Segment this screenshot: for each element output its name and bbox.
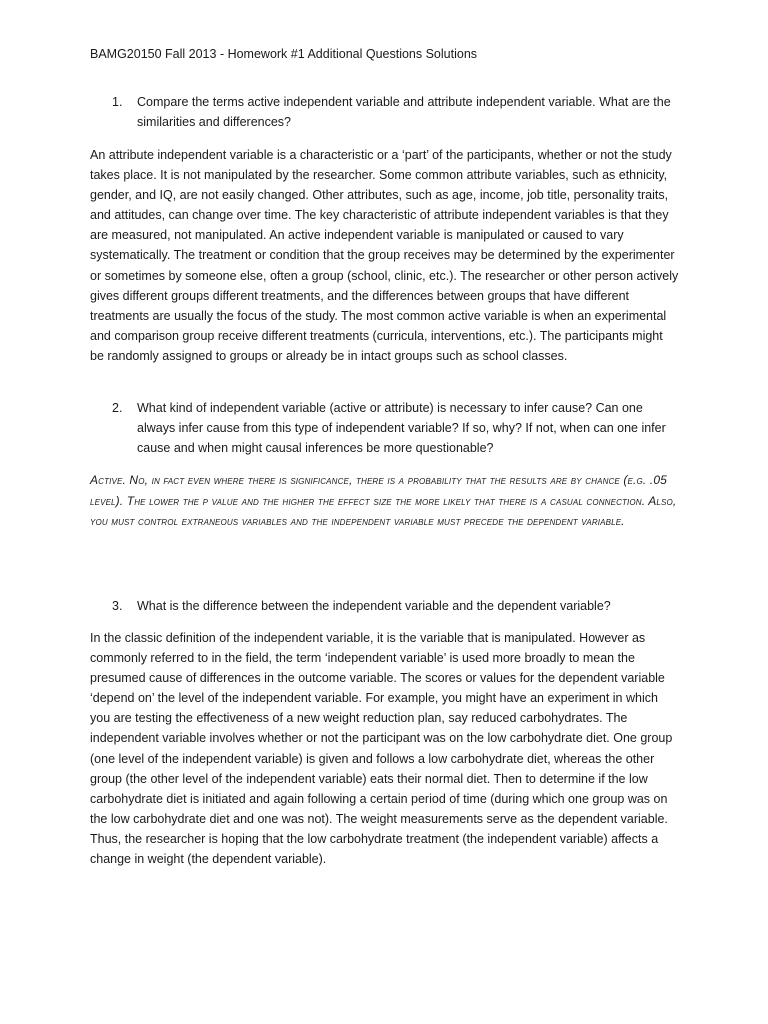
answer-2: Active. No, in fact even where there is significance, there is a probability that the results are by chance (e.g. .05 level). The lower the p value and the higher the effect size the more likely that there is a casual connection. Also, you must control extraneous variables and the independent variable must precede the dependent variable. — [90, 473, 677, 529]
document-title: BAMG20150 Fall 2013 - Homework #1 Additional Questions Solutions — [90, 47, 478, 61]
question-text: What kind of independent variable (active or attribute) is necessary to infer cause? Can one always infer cause from this type of independent variable? If so, why? If not, when can one infer cause and when might causal inferences be more questionable? — [137, 401, 666, 455]
answer-3: In the classic definition of the independent variable, it is the variable that is manipulated. However as commonly referred to in the field, the term ‘independent variable’ is used more broadly to mean the presumed cause of differences in the outcome variable. The scores or values for the dependent variable ‘depend on’ the level of the independent variable. For example, you might have an experiment in which you are testing the effectiveness of a new weight reduction plan, say reduced carbohydrates. The independent variable involves whether or not the participant was on the low carbohydrate diet. One group (one level of the independent variable) is given and follows a low carbohydrate diet, whereas the other group (the other level of the independent variable) eats their normal diet. Then to determine if the low carbohydrate diet is initiated and again following a certain period of time (during which one group was on the low carbohydrate diet and one was not). The weight measurements serve as the dependent variable. Thus, the researcher is hoping that the low carbohydrate treatment (the independent variable) affects a change in weight (the dependent variable). — [90, 631, 673, 867]
question-2 — [112, 398, 672, 458]
question-number: 2. — [112, 401, 123, 415]
question-number: 3. — [112, 599, 123, 613]
question-text: Compare the terms active independent variable and attribute independent variable. What are the similarities and differences? — [137, 95, 671, 129]
question-1 — [112, 92, 672, 132]
answer-1: An attribute independent variable is a characteristic or a ‘part’ of the participants, whether or not the study takes place. It is not manipulated by the researcher. Some common attribute variables, such as ethnicity, gender, and IQ, are not easily changed. Other attributes, such as age, income, job title, personality traits, and attitudes, can change over time. The key characteristic of attribute independent variables is that they are measured, not manipulated. An active independent variable is manipulated or caused to vary systematically. The treatment or condition that the group receives may be determined by the experimenter or sometimes by someone else, often a group (school, clinic, etc.). The researcher or other person actively gives different groups different treatments, and the differences between groups that have different treatments are usually the focus of the study. The most common active variable is when an experimental and comparison group receive different treatments (curricula, interventions, etc.). The participants might be randomly assigned to groups or already be in intact groups such as school classes. — [90, 148, 679, 363]
question-number: 1. — [112, 95, 123, 109]
question-text: What is the difference between the independent variable and the dependent variable? — [137, 599, 611, 613]
question-3 — [112, 596, 672, 616]
